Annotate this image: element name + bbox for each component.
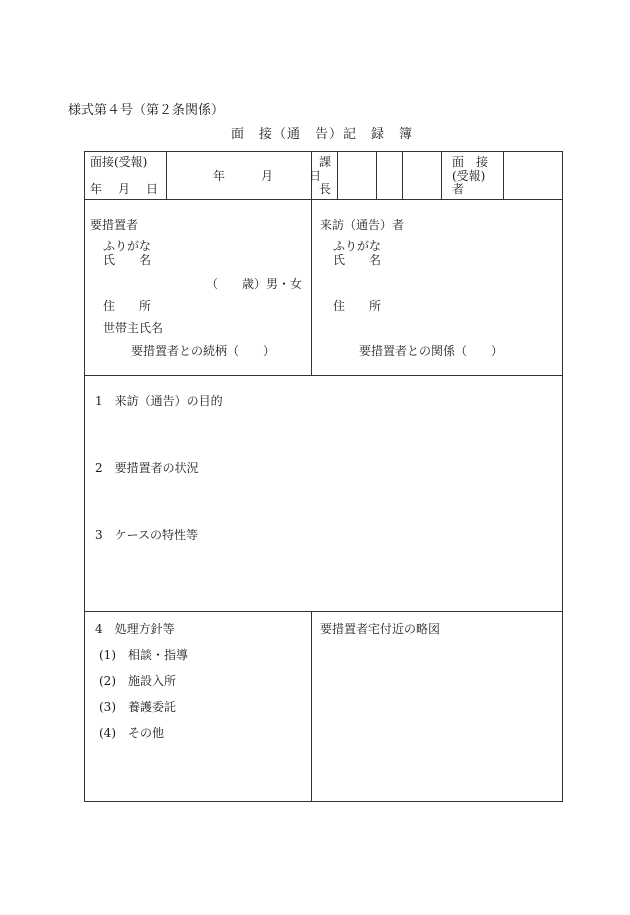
date-fields[interactable]: 年 月 日	[213, 169, 322, 183]
handling-policy-heading: 4 処理方針等	[95, 622, 175, 636]
divider-seal-2	[402, 152, 403, 199]
divider-chief-label	[337, 152, 338, 199]
left-age-sex: （ 歳）男・女	[206, 277, 303, 291]
policy-option: (1) 相談・指導	[99, 648, 188, 662]
divider-seal-1	[376, 152, 377, 199]
policy-option: (4) その他	[99, 726, 164, 740]
divider-middle-section	[85, 611, 562, 612]
right-furigana-label: ふりがな	[333, 239, 382, 253]
item-case-characteristics: 3 ケースの特性等	[95, 528, 199, 542]
divider-interview-cell	[166, 152, 167, 199]
date-unit-labels: 年 月 日	[90, 182, 161, 196]
divider-top-row	[85, 199, 562, 200]
item-person-status: 2 要措置者の状況	[95, 461, 199, 475]
left-relation-label: 要措置者との続柄（ ）	[131, 344, 276, 358]
section-chief-label-top: 課	[319, 155, 332, 169]
divider-interviewer-label	[503, 152, 504, 199]
item-visit-purpose: 1 来訪（通告）の目的	[95, 394, 223, 408]
interviewer-label-2: (受報)	[452, 169, 486, 183]
left-person-heading: 要措置者	[90, 218, 139, 232]
left-name-label: 氏 名	[103, 253, 152, 267]
left-furigana-label: ふりがな	[103, 239, 152, 253]
map-sketch-heading: 要措置者宅付近の略図	[320, 622, 441, 636]
policy-option: (2) 施設入所	[99, 674, 176, 688]
record-form	[84, 151, 563, 802]
right-person-heading: 来訪（通告）者	[320, 218, 405, 232]
interviewer-label-3: 者	[452, 182, 465, 196]
divider-person-section	[85, 375, 562, 376]
divider-person-columns	[311, 199, 312, 375]
right-address-label: 住 所	[333, 299, 382, 313]
left-address-label: 住 所	[103, 299, 152, 313]
divider-seal-3	[441, 152, 442, 199]
section-chief-label-bottom: 長	[319, 182, 332, 196]
right-name-label: 氏 名	[333, 253, 382, 267]
interview-label: 面接(受報)	[90, 155, 148, 169]
policy-option: (3) 養護委託	[99, 700, 176, 714]
form-number: 様式第４号（第２条関係）	[68, 103, 225, 118]
right-relation-label: 要措置者との関係（ ）	[359, 344, 504, 358]
interviewer-label-1: 面 接	[452, 155, 489, 169]
page-title: 面 接（通 告）記 録 簿	[231, 127, 414, 142]
left-householder-label: 世帯主氏名	[103, 321, 164, 335]
divider-bottom-columns	[311, 611, 312, 801]
